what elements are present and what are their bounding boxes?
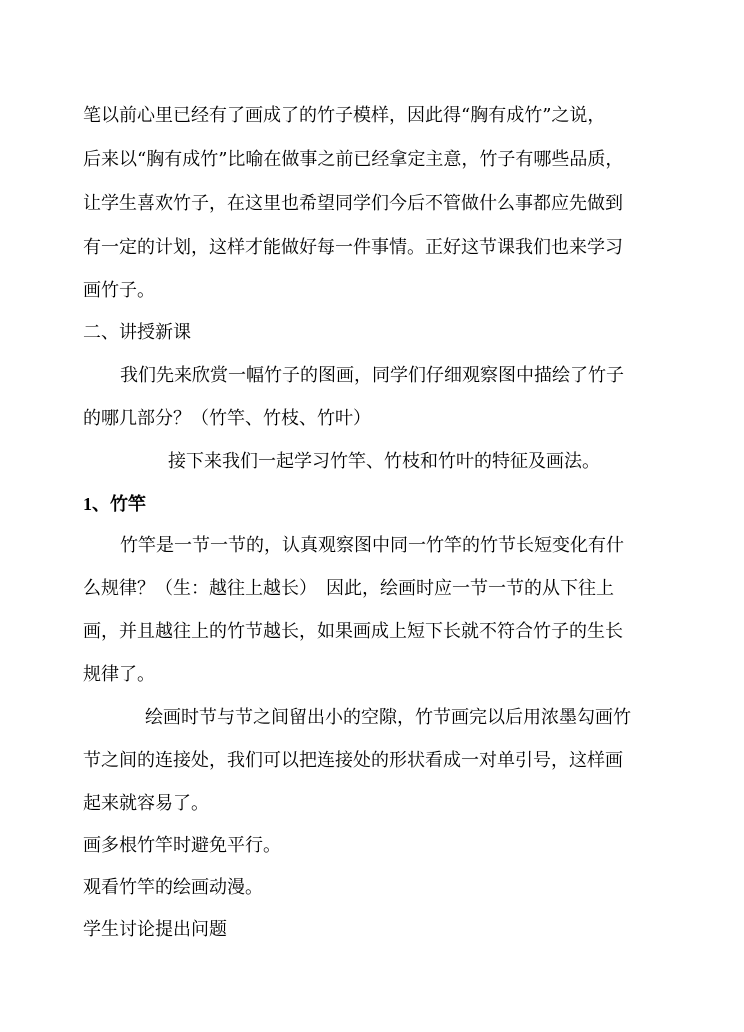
paragraph-line: 画，并且越往上的竹节越长，如果画成上短下长就不符合竹子的生长 (83, 621, 623, 642)
paragraph-line: 笔以前心里已经有了画成了的竹子模样，因此得“胸有成竹”之说， (83, 105, 606, 126)
paragraph-line: 接下来我们一起学习竹竿、竹枝和竹叶的特征及画法。 (168, 451, 600, 472)
paragraph-line: 的哪几部分？（竹竿、竹枝、竹叶） (83, 408, 371, 429)
paragraph-line: 让学生喜欢竹子，在这里也希望同学们今后不管做什么事都应先做到 (83, 193, 623, 214)
paragraph-line: 绘画时节与节之间留出小的空隙，竹节画完以后用浓墨勾画竹 (145, 707, 631, 728)
paragraph-line: 竹竿是一节一节的，认真观察图中同一竹竿的竹节长短变化有什 (120, 535, 624, 556)
subsection-heading: 1、竹竿 (83, 494, 146, 514)
paragraph-line: 后来以“胸有成竹”比喻在做事之前已经拿定主意，竹子有哪些品质， (83, 149, 624, 170)
paragraph-line: 学生讨论提出问题 (83, 919, 227, 940)
paragraph-line: 节之间的连接处，我们可以把连接处的形状看成一对单引号，这样画 (83, 750, 623, 771)
paragraph-line: 画多根竹竿时避免平行。 (83, 835, 281, 856)
paragraph-line: 我们先来欣赏一幅竹子的图画，同学们仔细观察图中描绘了竹子 (120, 365, 624, 386)
paragraph-line: 画竹子。 (83, 280, 155, 301)
paragraph-line: 规律了。 (83, 664, 155, 685)
paragraph-line: 起来就容易了。 (83, 793, 209, 814)
paragraph-line: 么规律？（生：越往上越长） 因此，绘画时应一节一节的从下往上 (83, 578, 614, 599)
paragraph-line: 有一定的计划，这样才能做好每一件事情。正好这节课我们也来学习 (83, 237, 623, 258)
paragraph-line: 观看竹竿的绘画动漫。 (83, 877, 263, 898)
section-heading: 二、讲授新课 (83, 322, 191, 343)
